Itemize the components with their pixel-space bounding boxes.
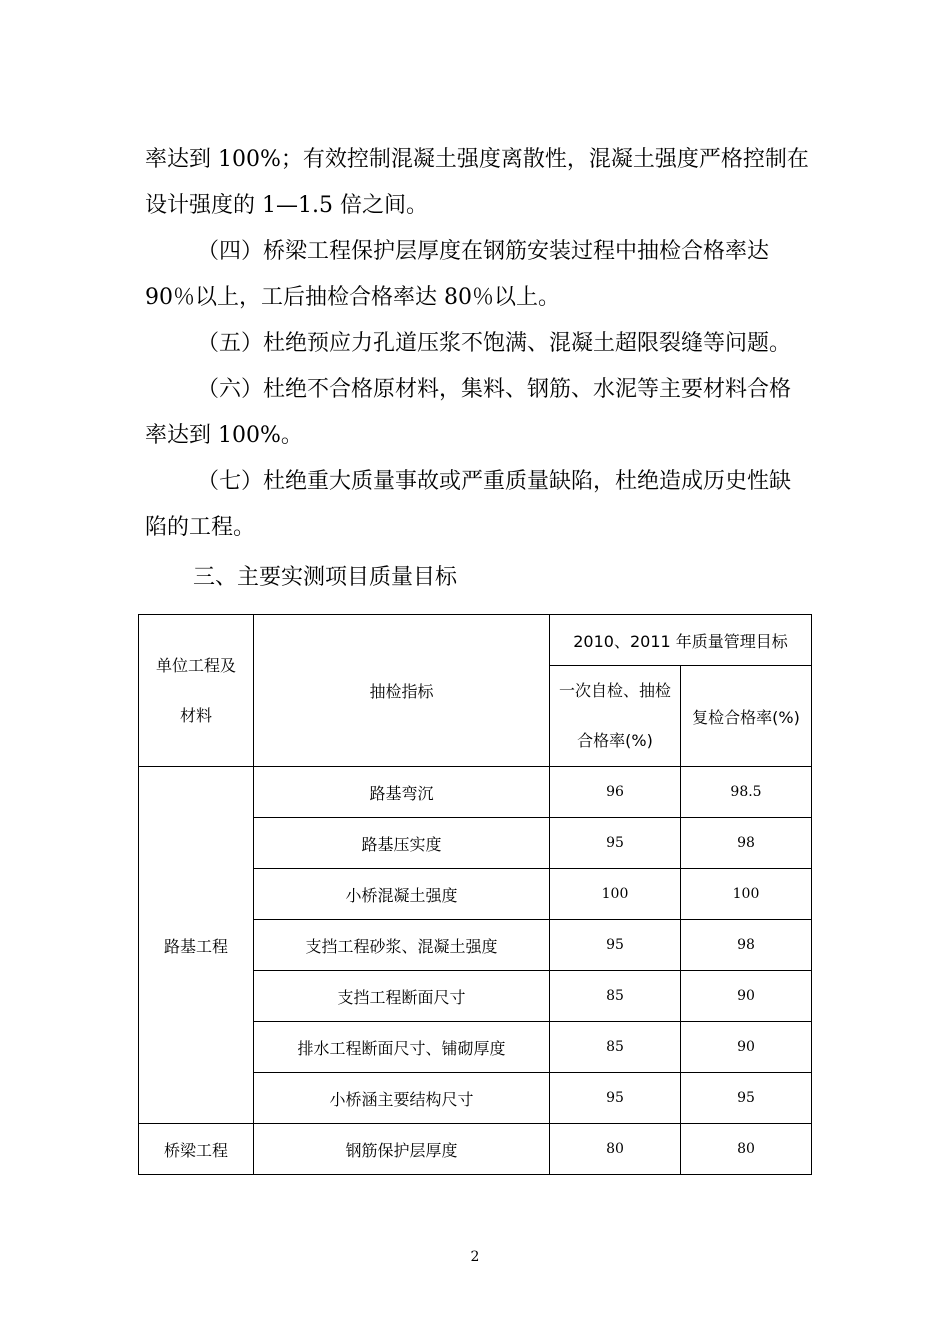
header-first-rate-line1: 一次自检、抽检 <box>558 681 671 700</box>
table-header-row <box>139 615 812 666</box>
recheck-rate-cell: 98.5 <box>681 767 812 818</box>
page-number: 2 <box>470 1249 480 1265</box>
recheck-rate-cell: 80 <box>681 1124 812 1175</box>
indicator-cell: 小桥涵主要结构尺寸 <box>254 1073 550 1124</box>
indicator-cell: 钢筋保护层厚度 <box>254 1124 550 1175</box>
table-row <box>139 1124 812 1175</box>
header-recheck-rate-cell: 复检合格率(%) <box>681 666 812 767</box>
indicator-cell: 小桥混凝土强度 <box>254 869 550 920</box>
header-first-rate-line2: 合格率(%) <box>577 731 653 750</box>
recheck-rate-cell: 98 <box>681 920 812 971</box>
header-unit-line2: 材料 <box>179 705 212 725</box>
paragraph-item-6 <box>145 367 810 459</box>
first-rate-cell: 95 <box>550 818 681 869</box>
first-rate-cell: 80 <box>550 1124 681 1175</box>
section-heading: 三、主要实测项目质量目标 <box>193 565 458 590</box>
table-row <box>139 767 812 818</box>
paragraph-item-4 <box>145 229 810 321</box>
first-rate-cell: 85 <box>550 971 681 1022</box>
first-rate-cell: 95 <box>550 920 681 971</box>
header-first-rate-cell <box>550 666 681 767</box>
unit-cell-roadbed: 路基工程 <box>139 767 254 1124</box>
recheck-rate-cell: 95 <box>681 1073 812 1124</box>
first-rate-cell: 85 <box>550 1022 681 1073</box>
header-target-group-cell: 2010、2011 年质量管理目标 <box>550 615 812 666</box>
recheck-rate-cell: 90 <box>681 971 812 1022</box>
indicator-cell: 支挡工程断面尺寸 <box>254 971 550 1022</box>
unit-cell-bridge: 桥梁工程 <box>139 1124 254 1175</box>
paragraph-continuation: 率达到 100%；有效控制混凝土强度离散性，混凝土强度严格控制在设计强度的 1—1.5 倍之间。 <box>145 147 809 218</box>
first-rate-cell: 96 <box>550 767 681 818</box>
paragraph-item-7 <box>145 459 810 551</box>
indicator-cell: 路基压实度 <box>254 818 550 869</box>
paragraph-item-6-text: （六）杜绝不合格原材料，集料、钢筋、水泥等主要材料合格率达到 100%。 <box>145 377 792 448</box>
first-rate-cell: 95 <box>550 1073 681 1124</box>
indicator-cell: 排水工程断面尺寸、铺砌厚度 <box>254 1022 550 1073</box>
header-unit-line1: 单位工程及 <box>155 655 236 675</box>
indicator-cell: 支挡工程砂浆、混凝土强度 <box>254 920 550 971</box>
header-indicator-cell: 抽检指标 <box>254 615 550 767</box>
paragraph-item-5-text: （五）杜绝预应力孔道压浆不饱满、混凝土超限裂缝等问题。 <box>197 331 792 356</box>
recheck-rate-cell: 98 <box>681 818 812 869</box>
paragraph-item-7-text: （七）杜绝重大质量事故或严重质量缺陷，杜绝造成历史性缺陷的工程。 <box>145 469 792 540</box>
paragraph-item-4-text: （四）桥梁工程保护层厚度在钢筋安装过程中抽检合格率达90％以上，工后抽检合格率达 80％以上。 <box>145 239 770 310</box>
indicator-cell: 路基弯沉 <box>254 767 550 818</box>
recheck-rate-cell: 100 <box>681 869 812 920</box>
quality-target-table <box>138 614 812 1175</box>
paragraph-item-5 <box>145 321 810 367</box>
first-rate-cell: 100 <box>550 869 681 920</box>
header-unit-cell <box>139 615 254 767</box>
recheck-rate-cell: 90 <box>681 1022 812 1073</box>
